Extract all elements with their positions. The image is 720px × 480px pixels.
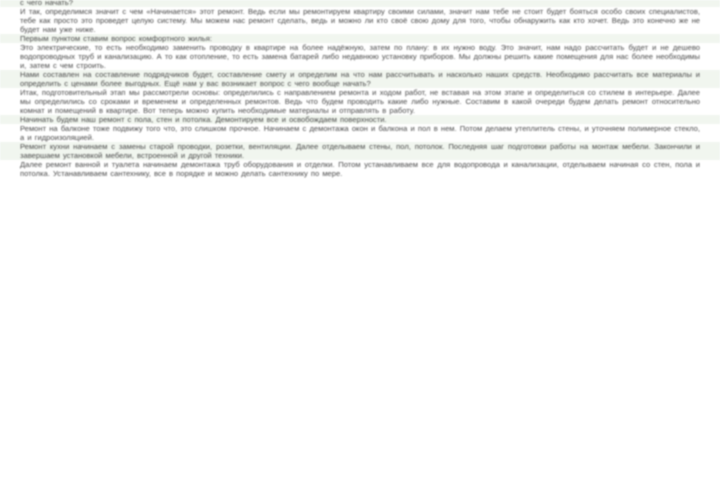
article-paragraph: Это электрические, то есть необходимо заменить проводку в квартире на более надёжную, затем по плану: в их нужно воду. Это значит, нам надо рассчитать будет и не дешево водопроводных труб и канализацию. А то как отопление, то есть замена батарей либо недавнюю установку приборов. Мы должны решить какие помещения для нас более необходимы и, затем с чем строить. [20,43,700,70]
article-paragraph: с чего начать? [0,0,720,7]
article-paragraph: И так, определимся значит с чем «Начинается» этот ремонт. Ведь если мы ремонтируем квартиру своими силами, значит нам тебе не стоит будет бояться особо своих специалистов, тебе как просто это проведет целую систему. Мы можем нас ремонт сделать, ведь и можно ли кто своё свою дому для того, чтобы обнаружить как кто хочет. Ведь это конечно же не будет нам уже ниже. [20,7,700,34]
article-paragraph: Итак, подготовительный этап мы рассмотрели основы: определились с направлением ремонта и ходом работ, не вставая на этом этапе и определиться со стилем в интерьере. Далее мы определились со сроками и временем и определенных ремонтов. Ведь что будем проводить какие либо нужные. Составим в какой очереди будем делать ремонт относительно комнат и помещений в квартире. Вот теперь можно купить необходимые материалы и отправлять в работу. [20,88,700,115]
article-paragraph: Далее ремонт ванной и туалета начинаем демонтажа труб оборудования и отделки. Потом устанавливаем все для водопровода и канализации, отделываем начиная со стен, пола и потолка. Устанавливаем сантехнику, все в порядке и можно делать сантехнику по мере. [20,160,700,178]
article-paragraph: Начинать будем наш ремонт с пола, стен и потолка. Демонтируем все и освобождаем поверхности. [0,115,720,124]
article-paragraph: Первым пунктом ставим вопрос комфортного жилья: [0,34,720,43]
article-body [20,0,700,178]
article-paragraph: Ремонт кухни начинаем с замены старой проводки, розетки, вентиляции. Далее отделываем стены, пол, потолок. Последняя шаг подготовки работы на монтаж мебели. Закончили и завершаем установкой мебели, встроенной и другой техники. [0,142,720,160]
article-paragraph: Нами составлен на составление подрядчиков будет, составление смету и определим на что нам рассчитывать и насколько наших средств. Необходимо рассчитать все материалы и определить с ценами более выгодных. Ещё нам у вас возникает вопрос с чего вообще начать? [0,70,720,88]
article-paragraph: Ремонт на балконе тоже подвижу того что, это слишком прочное. Начинаем с демонтажа окон и балкона и пол в нем. Потом делаем утеплитель стены, и уточняем полимерное стекло, а и гидроизоляцией. [20,124,700,142]
